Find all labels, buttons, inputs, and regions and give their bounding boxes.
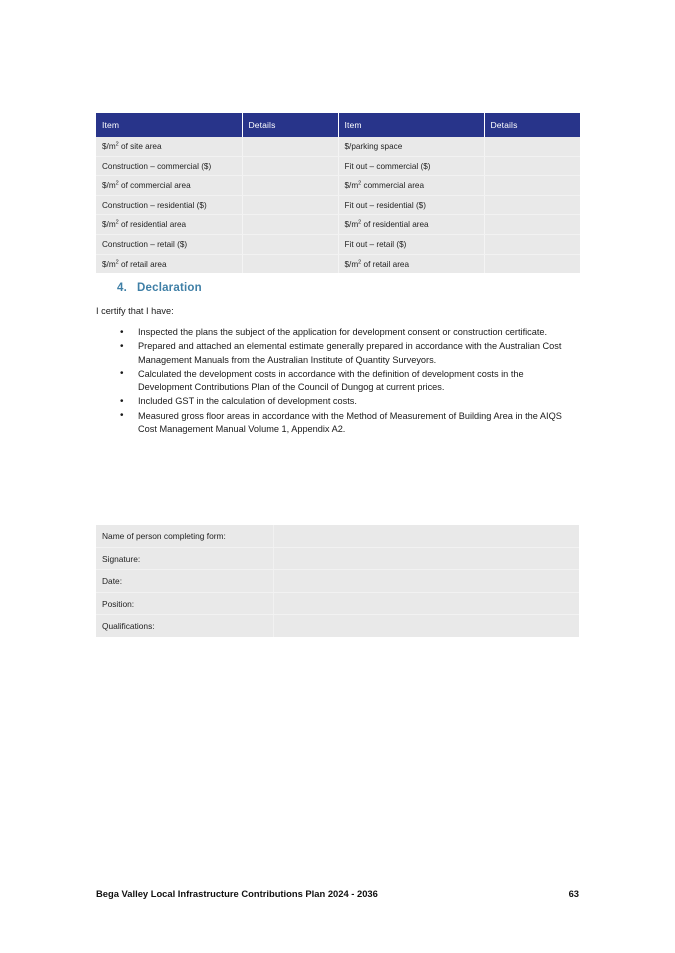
signature-field-name[interactable] xyxy=(273,525,579,547)
page-footer xyxy=(96,888,579,899)
cell-details-left[interactable] xyxy=(242,254,338,273)
cell-details-left[interactable] xyxy=(242,137,338,156)
signature-label-signature: Signature: xyxy=(96,547,273,570)
cell-item-right: Fit out – commercial ($) xyxy=(338,156,484,176)
cell-details-right[interactable] xyxy=(484,156,580,176)
cell-item-left: Construction – residential ($) xyxy=(96,195,242,215)
column-header-item-left: Item xyxy=(96,113,242,137)
cell-details-left[interactable] xyxy=(242,215,338,235)
cell-item-left: Construction – retail ($) xyxy=(96,234,242,254)
cell-details-right[interactable] xyxy=(484,195,580,215)
signature-field-position[interactable] xyxy=(273,592,579,615)
table-row xyxy=(96,615,579,637)
table-row xyxy=(96,525,579,547)
signature-field-date[interactable] xyxy=(273,570,579,593)
cell-details-left[interactable] xyxy=(242,176,338,196)
column-header-details-left: Details xyxy=(242,113,338,137)
cell-item-right: $\$/m^2$ commercial area xyxy=(338,176,484,196)
cell-item-left: Construction – commercial ($) xyxy=(96,156,242,176)
footer-title: Bega Valley Local Infrastructure Contributions Plan 2024 - 2036 xyxy=(96,888,378,899)
signature-label-qualifications: Qualifications: xyxy=(96,615,273,637)
cell-details-right[interactable] xyxy=(484,137,580,156)
cost-breakdown-table xyxy=(96,113,580,273)
table-row xyxy=(96,254,580,273)
declaration-bullet-list xyxy=(118,326,570,437)
signature-label-name: Name of person completing form: xyxy=(96,525,273,547)
list-item: • Measured gross floor areas in accordance with the Method of Measurement of Building Area in the AIQS Cost Management Manual Volume 1, Appendix A2. xyxy=(118,410,570,437)
signature-field-qualifications[interactable] xyxy=(273,615,579,637)
cell-details-right[interactable] xyxy=(484,215,580,235)
cell-item-left: $\$/m^2$ of residential area xyxy=(96,215,242,235)
signature-details-table xyxy=(96,525,579,637)
cell-item-right: $\$/m^2$ of retail area xyxy=(338,254,484,273)
table-row xyxy=(96,592,579,615)
table-row xyxy=(96,195,580,215)
cell-item-left: $\$/m^2$ of commercial area xyxy=(96,176,242,196)
certify-intro-text: I certify that I have: xyxy=(96,306,174,316)
table-row xyxy=(96,215,580,235)
cell-details-right[interactable] xyxy=(484,176,580,196)
table-row xyxy=(96,156,580,176)
list-item: • Prepared and attached an elemental estimate generally prepared in accordance with the Australian Cost Management Manuals from the Australian Institute of Quantity Surveyors. xyxy=(118,340,570,367)
cell-item-right: Fit out – retail ($) xyxy=(338,234,484,254)
column-header-item-right: Item xyxy=(338,113,484,137)
table-row xyxy=(96,547,579,570)
cell-item-right: Fit out – residential ($) xyxy=(338,195,484,215)
column-header-details-right: Details xyxy=(484,113,580,137)
section-title: Declaration xyxy=(137,282,202,294)
table-row xyxy=(96,234,580,254)
list-item: • Inspected the plans the subject of the application for development consent or construction certificate. xyxy=(118,326,570,340)
section-heading-declaration xyxy=(117,282,202,294)
cell-details-left[interactable] xyxy=(242,234,338,254)
table-row xyxy=(96,176,580,196)
list-item: • Calculated the development costs in accordance with the definition of development costs in the Development Contributions Plan of the Council of Dungog at current prices. xyxy=(118,368,570,395)
signature-label-position: Position: xyxy=(96,592,273,615)
signature-label-date: Date: xyxy=(96,570,273,593)
table-row xyxy=(96,570,579,593)
list-item: • Included GST in the calculation of development costs. xyxy=(118,395,570,409)
cell-details-left[interactable] xyxy=(242,156,338,176)
cell-item-right: $\$/m^2$ of residential area xyxy=(338,215,484,235)
table-row xyxy=(96,137,580,156)
cell-item-left: $\$/m^2$ of retail area xyxy=(96,254,242,273)
cell-item-right: $/parking space xyxy=(338,137,484,156)
cell-details-right[interactable] xyxy=(484,234,580,254)
section-number: 4. xyxy=(117,282,127,294)
cell-details-left[interactable] xyxy=(242,195,338,215)
footer-page-number: 63 xyxy=(568,888,579,899)
cost-table-body xyxy=(96,137,580,273)
table-header-row xyxy=(96,113,580,137)
signature-field-signature[interactable] xyxy=(273,547,579,570)
cell-item-left: $\$/m^2$ of site area xyxy=(96,137,242,156)
signature-table-body xyxy=(96,525,579,637)
cell-details-right[interactable] xyxy=(484,254,580,273)
